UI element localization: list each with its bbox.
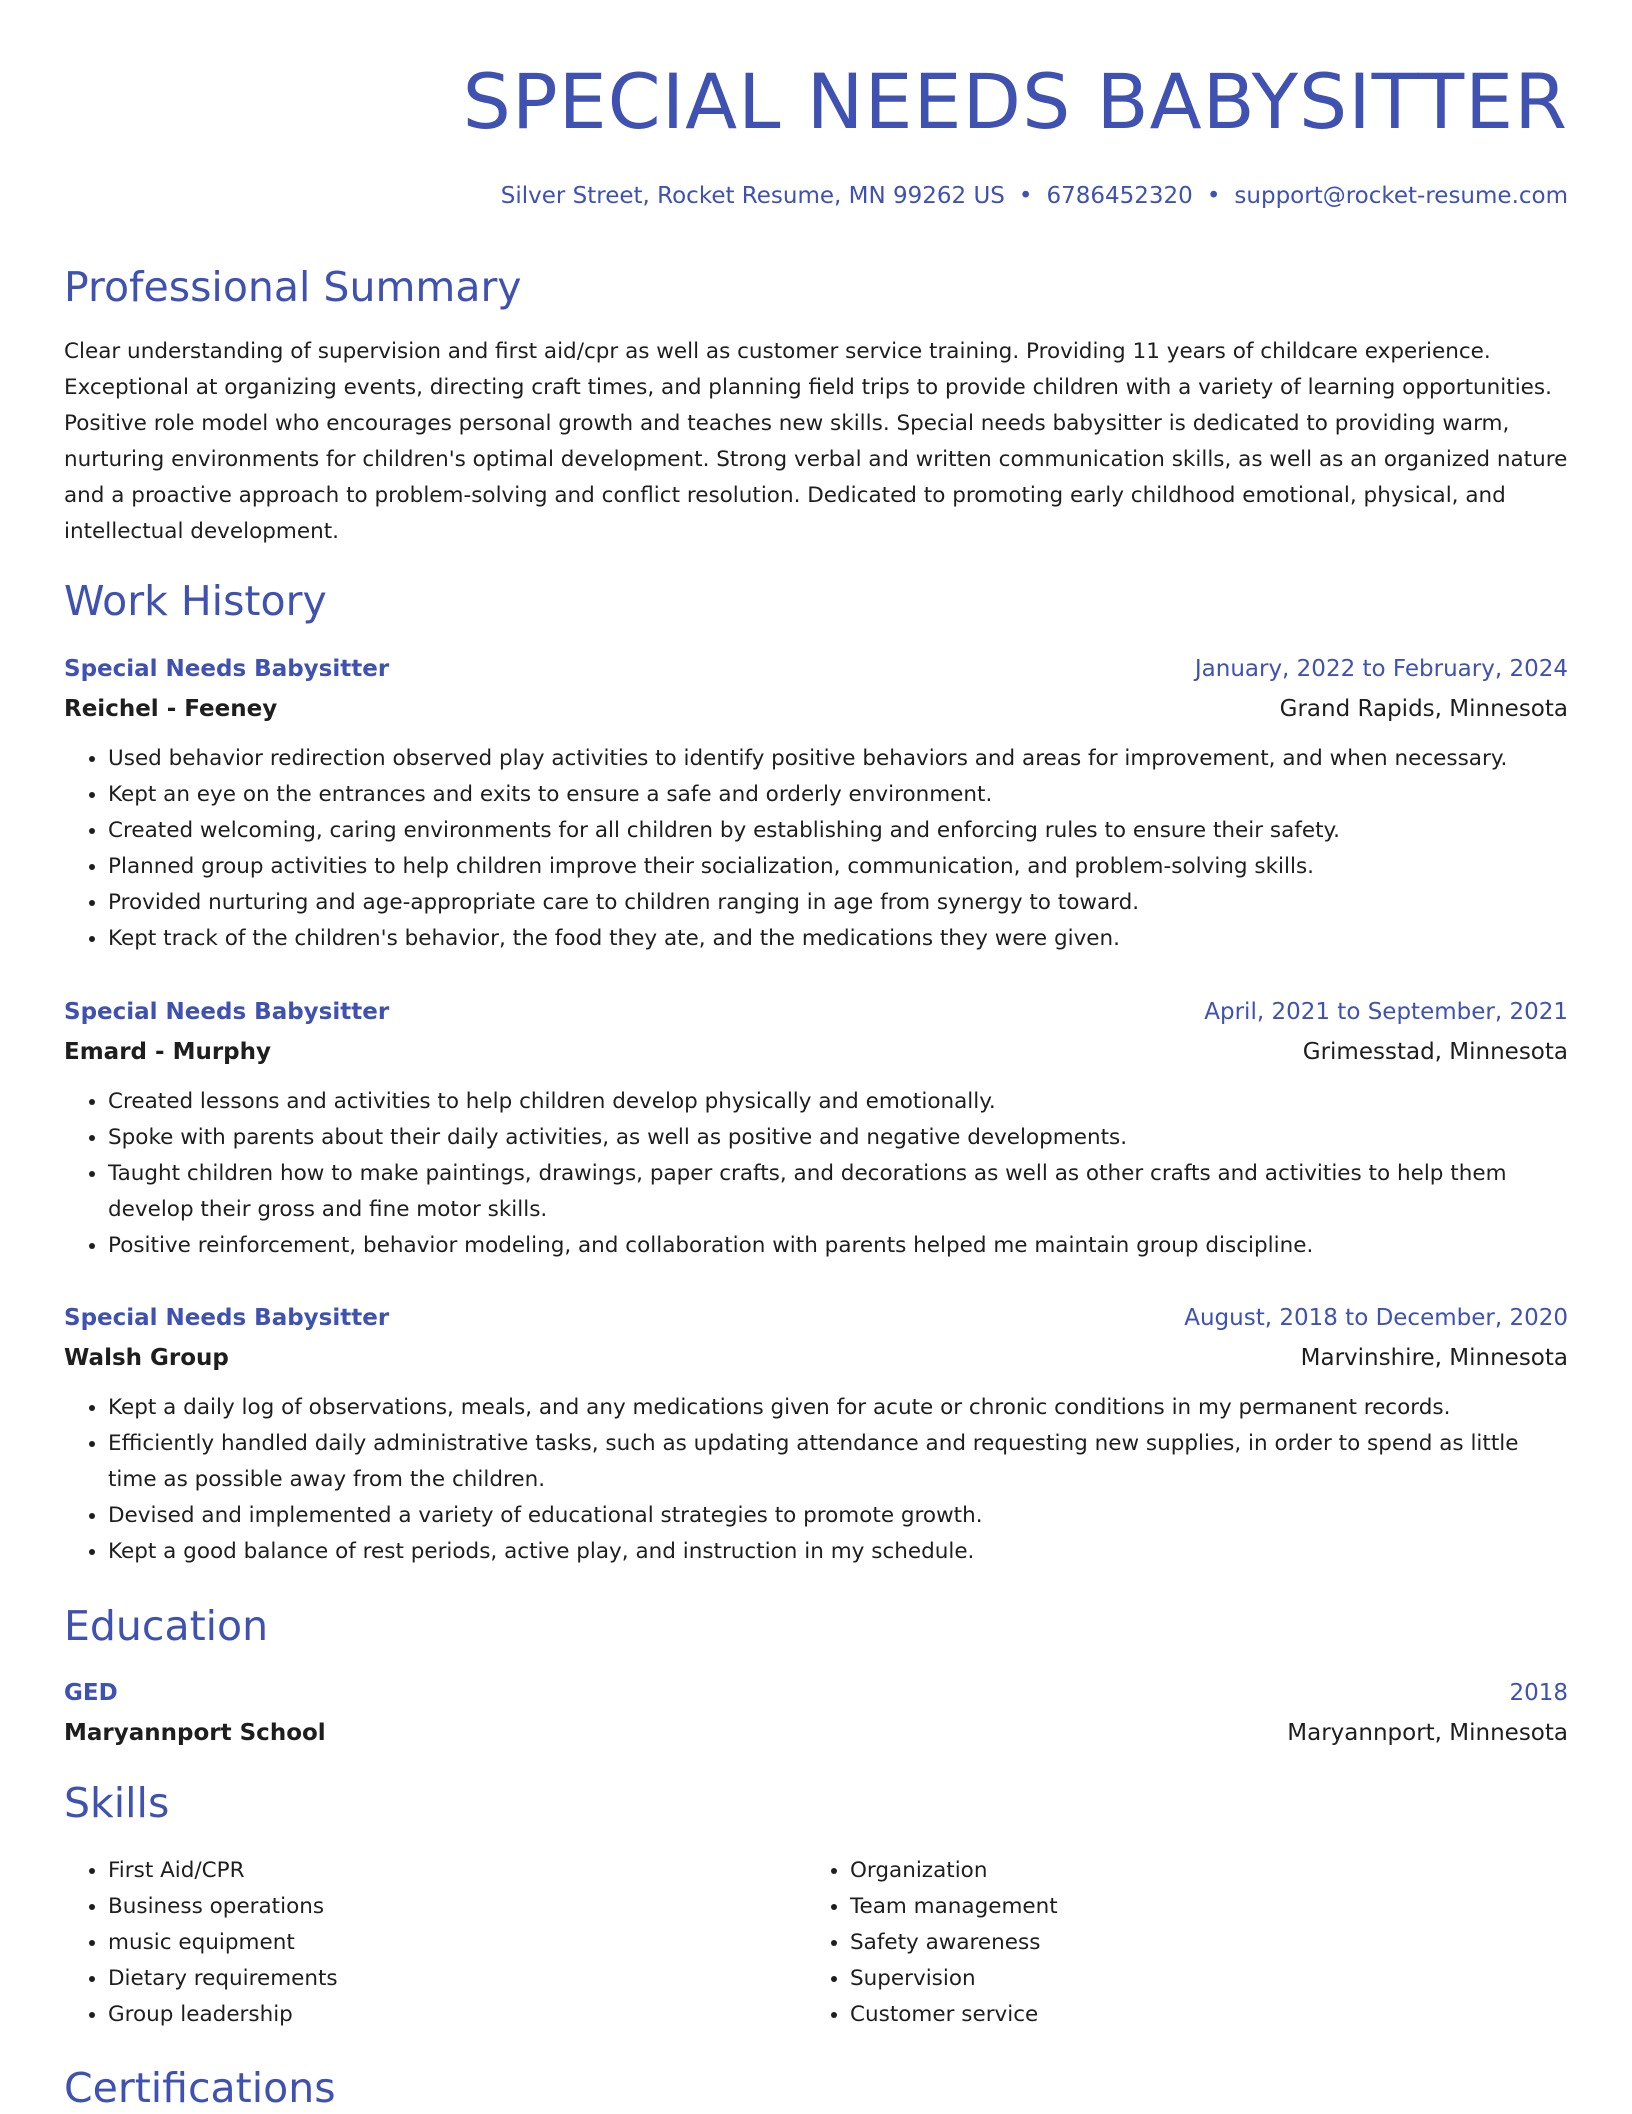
list-item: • Created lessons and activities to help children develop physically and emotionally. bbox=[108, 1084, 1568, 1120]
contact-line bbox=[501, 180, 1568, 212]
job-bullets bbox=[64, 1390, 1568, 1570]
certifications-heading: Certifications bbox=[64, 2064, 336, 2112]
education-school: Maryannport School bbox=[64, 1720, 326, 1746]
summary-text: Clear understanding of supervision and first aid/cpr as well as customer service training. Providing 11 years of childcare experience. Exceptional at organizing events, directing craft times, and planning field trips to provide children with a variety of learning opportunities. Positive role model who encourages personal growth and teaches new skills. Special needs babysitter is dedicated to providing warm, nurturing environments for children's optimal development. Strong verbal and written communication skills, as well as an organized nature and a proactive approach to problem-solving and conflict resolution. Dedicated to promoting early childhood emotional, physical, and intellectual development. bbox=[64, 339, 1568, 544]
list-item: • Devised and implemented a variety of educational strategies to promote growth. bbox=[108, 1498, 1568, 1534]
job-company: Reichel - Feeney bbox=[64, 696, 278, 722]
list-item: • Kept track of the children's behavior, the food they ate, and the medications they were given. bbox=[108, 921, 1568, 957]
skills-column-left bbox=[64, 1853, 708, 2033]
job-dates: January, 2022 to February, 2024 bbox=[1194, 656, 1568, 682]
job-title-row bbox=[64, 992, 1568, 1032]
education-degree-row bbox=[64, 1673, 1568, 1713]
list-item: • Efficiently handled daily administrative tasks, such as updating attendance and requesting new supplies, in order to spend as little time as possible away from the children. bbox=[108, 1426, 1568, 1498]
job-entry bbox=[64, 649, 1568, 957]
list-item: • Positive reinforcement, behavior modeling, and collaboration with parents helped me maintain group discipline. bbox=[108, 1228, 1568, 1264]
skill-item: • Group leadership bbox=[108, 1997, 708, 2033]
job-location: Grand Rapids, Minnesota bbox=[1279, 696, 1568, 722]
contact-phone: 6786452320 bbox=[1046, 183, 1193, 209]
skill-item: • Business operations bbox=[108, 1889, 708, 1925]
list-item: • Planned group activities to help children improve their socialization, communication, and problem-solving skills. bbox=[108, 849, 1568, 885]
job-company-row bbox=[64, 1338, 1568, 1378]
candidate-name: SPECIAL NEEDS BABYSITTER bbox=[462, 57, 1568, 146]
list-item: • Created welcoming, caring environments for all children by establishing and enforcing rules to ensure their safety. bbox=[108, 813, 1568, 849]
job-bullets bbox=[64, 741, 1568, 957]
list-item: • Used behavior redirection observed play activities to identify positive behaviors and areas for improvement, and when necessary. bbox=[108, 741, 1568, 777]
contact-separator: • bbox=[1018, 183, 1033, 209]
list-item: • Kept a good balance of rest periods, active play, and instruction in my schedule. bbox=[108, 1534, 1568, 1570]
job-bullets bbox=[64, 1084, 1568, 1264]
job-entry bbox=[64, 1298, 1568, 1570]
summary-heading: Professional Summary bbox=[64, 263, 522, 311]
list-item: • Spoke with parents about their daily activities, as well as positive and negative developments. bbox=[108, 1120, 1568, 1156]
education-year: 2018 bbox=[1509, 1680, 1568, 1706]
list-item: • Provided nurturing and age-appropriate care to children ranging in age from synergy to toward. bbox=[108, 885, 1568, 921]
work-history-heading: Work History bbox=[64, 577, 327, 625]
list-item: • Taught children how to make paintings, drawings, paper crafts, and decorations as well as other crafts and activities to help them develop their gross and fine motor skills. bbox=[108, 1156, 1568, 1228]
job-company: Emard - Murphy bbox=[64, 1039, 271, 1065]
education-entry bbox=[64, 1673, 1568, 1753]
list-item: • Kept an eye on the entrances and exits to ensure a safe and orderly environment. bbox=[108, 777, 1568, 813]
skill-item: • Supervision bbox=[850, 1961, 1450, 1997]
skill-item: • Safety awareness bbox=[850, 1925, 1450, 1961]
skills-heading: Skills bbox=[64, 1779, 170, 1827]
job-company-row bbox=[64, 689, 1568, 729]
job-company-row bbox=[64, 1032, 1568, 1072]
list-item: • Kept a daily log of observations, meals, and any medications given for acute or chronic conditions in my permanent records. bbox=[108, 1390, 1568, 1426]
skill-item: • music equipment bbox=[108, 1925, 708, 1961]
job-company: Walsh Group bbox=[64, 1345, 229, 1371]
education-location: Maryannport, Minnesota bbox=[1287, 1720, 1568, 1746]
job-title: Special Needs Babysitter bbox=[64, 1305, 390, 1331]
job-title-row bbox=[64, 649, 1568, 689]
job-title: Special Needs Babysitter bbox=[64, 999, 390, 1025]
job-location: Marvinshire, Minnesota bbox=[1300, 1345, 1568, 1371]
skill-item: • First Aid/CPR bbox=[108, 1853, 708, 1889]
skill-item: • Organization bbox=[850, 1853, 1450, 1889]
education-school-row bbox=[64, 1713, 1568, 1753]
job-dates: August, 2018 to December, 2020 bbox=[1184, 1305, 1568, 1331]
job-location: Grimesstad, Minnesota bbox=[1302, 1039, 1568, 1065]
job-title: Special Needs Babysitter bbox=[64, 656, 390, 682]
skills-column-right bbox=[806, 1853, 1450, 2033]
education-degree: GED bbox=[64, 1680, 118, 1706]
skill-item: • Customer service bbox=[850, 1997, 1450, 2033]
contact-email[interactable]: support@rocket-resume.com bbox=[1234, 183, 1568, 209]
education-heading: Education bbox=[64, 1602, 269, 1650]
job-dates: April, 2021 to September, 2021 bbox=[1204, 999, 1568, 1025]
contact-address: Silver Street, Rocket Resume, MN 99262 US bbox=[500, 183, 1005, 209]
job-title-row bbox=[64, 1298, 1568, 1338]
job-entry bbox=[64, 992, 1568, 1264]
skill-item: • Dietary requirements bbox=[108, 1961, 708, 1997]
skill-item: • Team management bbox=[850, 1889, 1450, 1925]
contact-separator: • bbox=[1206, 183, 1221, 209]
